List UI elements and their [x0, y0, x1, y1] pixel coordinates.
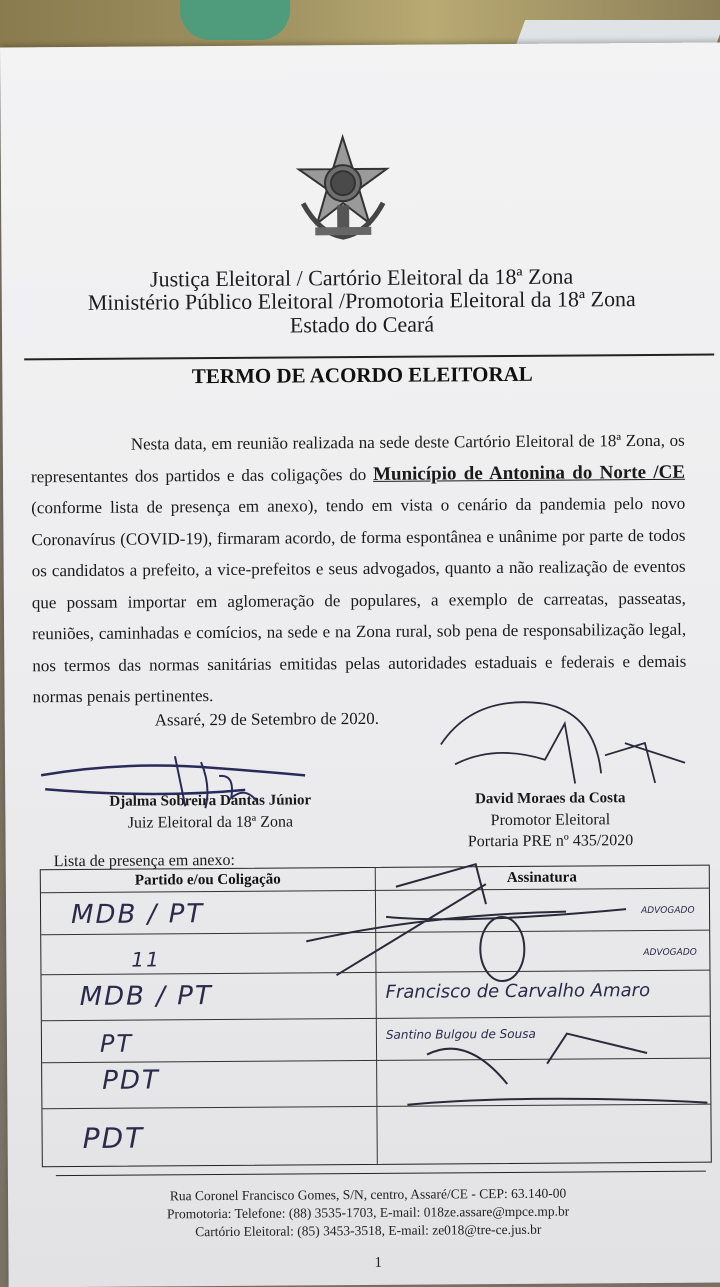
table-row-party: PDT	[102, 1065, 160, 1096]
prosecutor-signature-scribble	[441, 701, 686, 784]
table-row-note: ADVOGADO	[643, 947, 697, 959]
document-date: Assaré, 29 de Setembro de 2020.	[154, 708, 380, 730]
header-divider	[24, 354, 714, 360]
table-row-party: PT	[99, 1029, 134, 1058]
municipality-name: Município de Antonina do Norte /CE	[372, 461, 686, 485]
table-row-party: MDB / PT	[70, 899, 205, 931]
prosecutor-signature-block	[425, 788, 675, 853]
page-number: 1	[374, 1254, 383, 1271]
footer-promotoria: Promotoria: Telefone: (88) 3535-1703, E-mail: 018ze.assare@mpce.mp.br	[166, 1203, 570, 1222]
table-row-note: ADVOGADO	[641, 905, 695, 917]
attendance-label: Lista de presença em anexo:	[53, 851, 235, 871]
document-page	[0, 42, 720, 1287]
body-part-1: Nesta data, em reunião realizada na sede deste Cartório Eleitoral de 18ª Zona, os representantes dos partidos e das coligações do	[30, 430, 685, 486]
footer-divider	[56, 1171, 706, 1177]
attendance-table	[40, 865, 712, 1168]
agreement-body	[31, 425, 687, 713]
header-line-1: Justiça Eleitoral / Cartório Eleitoral da 18ª Zona	[149, 263, 574, 292]
prosecutor-name: David Moraes da Costa	[474, 790, 626, 808]
table-row-signature: Santino Bulgou de Sousa	[385, 1026, 536, 1042]
table-row-party: 11	[131, 947, 161, 972]
table-row-party: MDB / PT	[79, 981, 213, 1012]
coat-of-arms-emblem	[289, 133, 398, 244]
table-row-party: PDT	[82, 1121, 145, 1155]
header-line-2: Ministério Público Eleitoral /Promotoria Eleitoral da 18ª Zona	[87, 286, 636, 315]
footer-cartorio: Cartório Eleitoral: (85) 3453-3518, E-mail: ze018@tre-ce.jus.br	[195, 1221, 542, 1240]
table-row-signature: Francisco de Carvalho Amaro	[385, 979, 651, 1003]
table-column-divider	[375, 868, 378, 1164]
prosecutor-portaria: Portaria PRE nº 435/2020	[467, 832, 634, 851]
background-person	[180, 0, 290, 40]
judge-signature-block	[65, 790, 355, 834]
table-header-signature: Assinatura	[506, 869, 577, 886]
prosecutor-role: Promotor Eleitoral	[490, 811, 611, 830]
header-line-3: Estado do Ceará	[289, 311, 435, 338]
footer-address: Rua Coronel Francisco Gomes, S/N, centro, Assaré/CE - CEP: 63.140-00	[169, 1185, 567, 1204]
judge-role: Juiz Eleitoral da 18ª Zona	[127, 813, 294, 832]
document-title: TERMO DE ACORDO ELEITORAL	[191, 361, 533, 389]
body-part-2: (conforme lista de presença em anexo), tendo em vista o cenário da pandemia pelo novo Coronavírus (COVID-19), firmaram acordo, de forma espontânea e unânime por parte de todos os candidatos a prefeito, a vice-prefeitos e seus advogados, quanto a não realização de eventos que possam importar em aglomeração de populares, a exemplo de carreatas, passeatas, reuniões, caminhadas e comícios, na sede e na Zona rural, sob pena de responsabilização legal, nos termos das normas sanitárias emitidas pelas autoridades estaduais e federais e demais normas penais pertinentes.	[31, 493, 687, 707]
table-header-party: Partido e/ou Coligação	[134, 871, 281, 889]
judge-name: Djalma Sobreira Dantas Júnior	[109, 792, 312, 810]
